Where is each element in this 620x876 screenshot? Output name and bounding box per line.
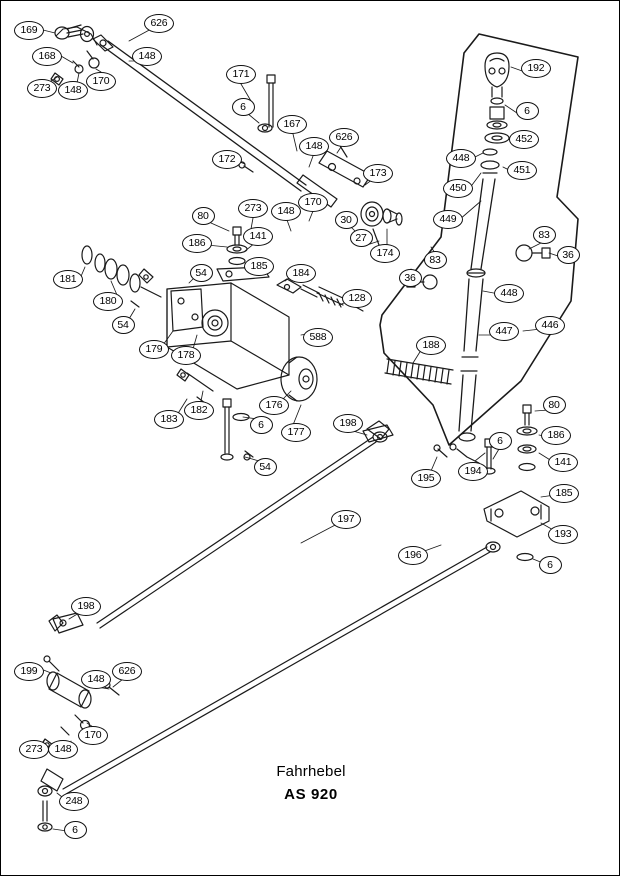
callout-194: 194 — [458, 462, 488, 481]
callout-447: 447 — [489, 322, 519, 341]
drawing-title-block — [1, 763, 620, 803]
callout-182: 182 — [184, 401, 214, 420]
callout-195: 195 — [411, 469, 441, 488]
callout-186: 186 — [182, 234, 212, 253]
callout-148: 148 — [48, 740, 78, 759]
callout-174: 174 — [370, 244, 400, 263]
callout-167: 167 — [277, 115, 307, 134]
callout-451: 451 — [507, 161, 537, 180]
assembly-lower-right-plate — [434, 405, 549, 561]
callout-449: 449 — [433, 210, 463, 229]
callout-6: 6 — [232, 98, 255, 116]
callout-184: 184 — [286, 264, 316, 283]
callout-54: 54 — [254, 458, 277, 476]
callout-148: 148 — [132, 47, 162, 66]
callout-178: 178 — [171, 346, 201, 365]
callout-6: 6 — [489, 432, 512, 450]
callout-626: 626 — [144, 14, 174, 33]
callout-141: 141 — [548, 453, 578, 472]
callout-181: 181 — [53, 270, 83, 289]
callout-169: 169 — [14, 21, 44, 40]
callout-148: 148 — [58, 81, 88, 100]
callout-446: 446 — [535, 316, 565, 335]
callout-148: 148 — [271, 202, 301, 221]
callout-128: 128 — [342, 289, 372, 308]
callout-180: 180 — [93, 292, 123, 311]
callout-27: 27 — [350, 229, 373, 247]
callout-83: 83 — [424, 251, 447, 269]
callout-6: 6 — [516, 102, 539, 120]
callout-448: 448 — [446, 149, 476, 168]
callout-170: 170 — [298, 193, 328, 212]
callout-626: 626 — [329, 128, 359, 147]
part-pin-172 — [239, 162, 253, 172]
callout-6: 6 — [539, 556, 562, 574]
callout-185: 185 — [549, 484, 579, 503]
callout-36: 36 — [399, 269, 422, 287]
callout-148: 148 — [299, 137, 329, 156]
callout-273: 273 — [19, 740, 49, 759]
callout-80: 80 — [192, 207, 215, 225]
callout-185: 185 — [244, 257, 274, 276]
callout-198: 198 — [333, 414, 363, 433]
callout-173: 173 — [363, 164, 393, 183]
callout-6: 6 — [250, 416, 273, 434]
callout-192: 192 — [521, 59, 551, 78]
callout-179: 179 — [139, 340, 169, 359]
callout-54: 54 — [112, 316, 135, 334]
callout-450: 450 — [443, 179, 473, 198]
callout-36: 36 — [557, 246, 580, 264]
callout-54: 54 — [190, 264, 213, 282]
callout-148: 148 — [81, 670, 111, 689]
callout-193: 193 — [548, 525, 578, 544]
callout-588: 588 — [303, 328, 333, 347]
drawing-model: AS 920 — [284, 786, 338, 803]
callout-30: 30 — [335, 211, 358, 229]
callout-448: 448 — [494, 284, 524, 303]
callout-177: 177 — [281, 423, 311, 442]
callout-80: 80 — [543, 396, 566, 414]
callout-197: 197 — [331, 510, 361, 529]
callout-452: 452 — [509, 130, 539, 149]
callout-168: 168 — [32, 47, 62, 66]
callout-273: 273 — [238, 199, 268, 218]
part-bolt-171 — [258, 75, 275, 132]
callout-171: 171 — [226, 65, 256, 84]
callout-626: 626 — [112, 662, 142, 681]
callout-6: 6 — [64, 821, 87, 839]
callout-186: 186 — [541, 426, 571, 445]
callout-172: 172 — [212, 150, 242, 169]
callout-196: 196 — [398, 546, 428, 565]
callout-248: 248 — [59, 792, 89, 811]
callout-199: 199 — [14, 662, 44, 681]
callout-141: 141 — [243, 227, 273, 246]
callout-170: 170 — [78, 726, 108, 745]
callout-176: 176 — [259, 396, 289, 415]
callout-170: 170 — [86, 72, 116, 91]
callout-83: 83 — [533, 226, 556, 244]
callout-198: 198 — [71, 597, 101, 616]
callout-273: 273 — [27, 79, 57, 98]
callout-183: 183 — [154, 410, 184, 429]
drawing-title: Fahrhebel — [276, 763, 346, 780]
callout-188: 188 — [416, 336, 446, 355]
